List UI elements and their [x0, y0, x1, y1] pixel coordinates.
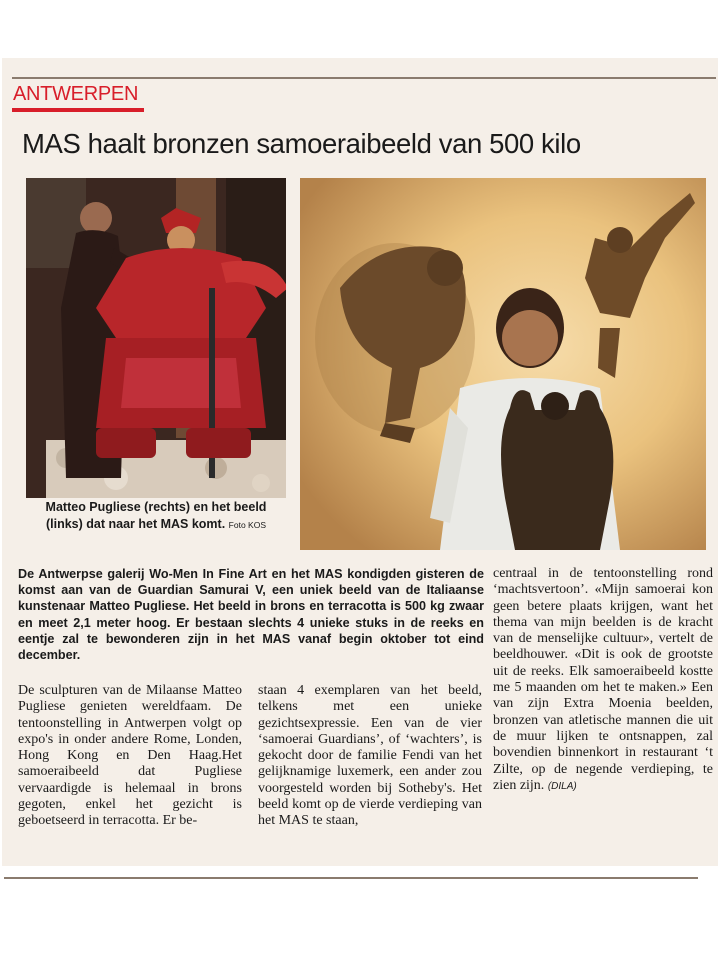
photo-caption [30, 499, 282, 534]
bottom-rule [4, 877, 698, 879]
photo-samurai-sculpture [26, 178, 286, 498]
top-rule [12, 77, 716, 79]
headline: MAS haalt bronzen samoeraibeeld van 500 kilo [22, 128, 581, 159]
section-underline [12, 108, 144, 112]
column-3-text: centraal in de tentoonstelling rond ‘machtsvertoon’. «Mijn samoerai kon geen betere plaats krijgen, want het thema van mijn beelden is de kracht van de menselijke cultuur», vertelt de beeldhouwer. «Dit is ook de grootste uit de reeks. Elk samoeraibeeld kostte me 5 maanden om het te maken.» Een van zijn Extra Moenia beelden, bronzen van atletische mannen die uit de muur lijken te ontsnappen, zal bovendien binnenkort in restaurant ‘t Zilte, op de negende verdieping, te zien zijn. [493, 566, 713, 793]
author-signature: (DILA) [547, 780, 577, 792]
body-column-3 [493, 566, 713, 795]
photo-credit: Foto KOS [228, 520, 266, 530]
intro-paragraph: De Antwerpse galerij Wo-Men In Fine Art en het MAS kondigden gisteren de komst aan van de Guardian Samurai V, een uniek beeld van de Italiaanse kunstenaar Matteo Pugliese. Het beeld in brons en terracotta is 500 kg zwaar en meet 2,1 meter hoog. Er bestaan slechts 4 unieke stuks in de reeks en eentje zal te bewonderen zijn in het MAS vanaf begin oktober tot eind december. [18, 567, 484, 663]
samurai-photo-illustration [26, 178, 286, 498]
body-column-1: De sculpturen van de Milaanse Matteo Pugliese genieten wereldfaam. De tentoonstelling in Antwerpen volgt op expo's in onder andere Rome, Londen, Hong Kong en Den Haag.Het samoeraibeeld dat Pugliese vervaardigde is helemaal in brons gegoten, enkel het gezicht is geboetseerd in terracotta. Er be- [18, 683, 242, 829]
artist-photo-illustration [300, 178, 706, 550]
caption-text: Matteo Pugliese (rechts) en het beeld (links) dat naar het MAS komt. [45, 500, 267, 531]
body-column-2: staan 4 exemplaren van het beeld, telkens met een unieke gezichtsexpressie. Een van de vier ‘samoerai Guardians’, of ‘wachters’, is gekocht door de familie Fendi van het gelijknamige luxemerk, een ander zou voorgesteld worden bij Sotheby's. Het beeld komt op de vierde verdieping van het MAS te staan, [258, 683, 482, 829]
photo-artist-wall-sculptures [300, 178, 706, 550]
section-label: ANTWERPEN [13, 83, 139, 105]
